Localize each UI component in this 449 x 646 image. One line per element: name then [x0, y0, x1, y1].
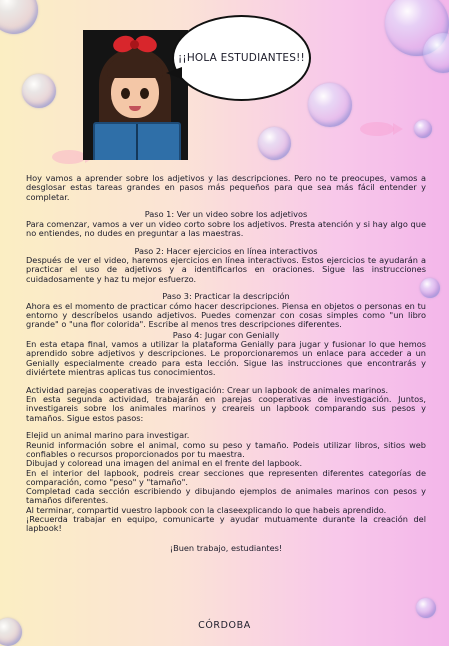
bubble-decoration — [22, 74, 56, 108]
closing-message: ¡Buen trabajo, estudiantes! — [169, 542, 283, 553]
speech-bubble — [172, 15, 311, 101]
instruction-item: ¡Recuerda trabajar en equipo, comunicarte y ayudar mutuamente durante la creación del lapbook! — [26, 514, 426, 534]
fish-decoration — [52, 150, 86, 164]
step-1-title: Paso 1: Ver un video sobre los adjetivos — [144, 209, 308, 220]
book-icon — [93, 122, 181, 160]
worksheet-content — [26, 174, 426, 553]
bubble-decoration — [258, 127, 291, 160]
instruction-item: En el interior del lapbook, podreis crear secciones que representen diferentes categorías de comparación, como "peso" y "tamaño". — [26, 467, 426, 487]
instruction-item: Completad cada sección escribiendo y dibujando ejemplos de animales marinos con pesos y tamaños diferentes. — [26, 486, 426, 506]
activity-text: En esta segunda actividad, trabajarán en parejas cooperativas de investigación. Juntos, investigareis sobre los animales marinos y creareis un lapbook comparando sus pesos y tamaños. Sigue estos pasos: — [26, 393, 426, 423]
bubble-decoration — [416, 598, 436, 618]
step-2-title: Paso 2: Hacer ejercicios en línea interactivos — [134, 245, 318, 256]
activity-title: Actividad parejas cooperativas de investigación: Crear un lapbook de animales marinos. — [26, 384, 389, 395]
step-4-title: Paso 4: Jugar con Genially — [172, 329, 280, 340]
bubble-decoration — [308, 83, 352, 127]
signature: CÓRDOBA — [198, 620, 251, 631]
bubble-decoration — [0, 0, 38, 34]
step-3-text: Ahora es el momento de practicar cómo hacer descripciones. Piensa en objetos o personas en tu entorno y descríbelos usando adjetivos. Puedes comenzar con cosas simples como "un libro grande" o "una flor colorida". Escribe al menos tres descripciones diferentes. — [26, 300, 426, 330]
step-1-text: Para comenzar, vamos a ver un video corto sobre los adjetivos. Presta atención y si hay algo que no entiendes, no dudes en preguntar a las maestras. — [26, 218, 426, 238]
instruction-item: Dibujad y coloread una imagen del animal en el frente del lapbook. — [26, 458, 303, 469]
step-3-title: Paso 3: Practicar la descripción — [162, 291, 290, 302]
step-4-text: En esta etapa final, vamos a utilizar la plataforma Genially para jugar y fusionar lo que hemos aprendido sobre adjetivos y descripciones. Le proporcionaremos un enlace para acceder a un Genially especialmente creado para esta lección. Sigue las instrucciones que encontrarás y diviértete mientras aplicas tus conocimientos. — [26, 338, 426, 377]
bubble-decoration — [423, 33, 449, 73]
instruction-item: Reunid información sobre el animal, como su peso y tamaño. Podeis utilizar libros, sitios web confiables o recursos proporcionados por tu maestra. — [26, 439, 426, 459]
bubble-decoration — [414, 120, 432, 138]
instruction-item: Elejid un animal marino para investigar. — [26, 430, 190, 441]
step-2-text: Después de ver el video, haremos ejercicios en línea interactivos. Estos ejercicios te ayudarán a practicar el uso de adjetivos y a identificarlos en oraciones. Sigue las instrucciones cuidadosamente y haz tu mejor esfuerzo. — [26, 255, 426, 284]
fish-decoration — [360, 122, 394, 136]
instruction-item: Al terminar, compartid vuestro lapbook con la claseexplicando lo que habeis aprendido. — [26, 504, 387, 515]
speech-bubble-text: ¡¡HOLA ESTUDIANTES!! — [178, 52, 305, 64]
intro-paragraph: Hoy vamos a aprender sobre los adjetivos y las descripciones. Pero no te preocupes, vamos a desglosar estas tareas grandes en pasos más pequeños para que sea más fácil entender y completar. — [26, 173, 426, 202]
